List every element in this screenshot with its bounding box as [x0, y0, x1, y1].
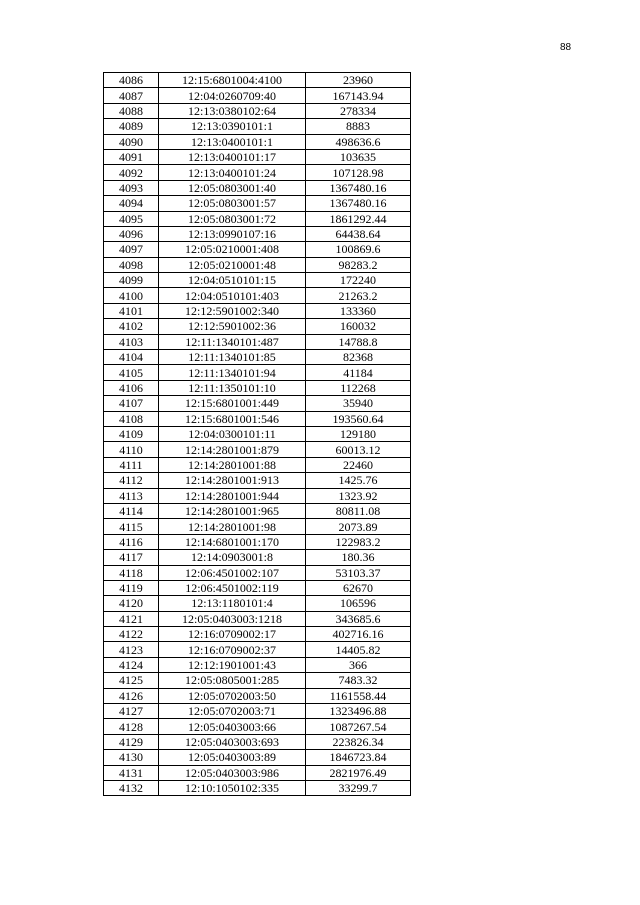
- table-row: [104, 565, 411, 580]
- row-number-cell: 4109: [104, 426, 159, 441]
- row-number-cell: 4123: [104, 642, 159, 657]
- value-cell: 21263.2: [306, 288, 411, 303]
- row-number-cell: 4102: [104, 319, 159, 334]
- table-row: [104, 134, 411, 149]
- page-number: 88: [560, 42, 572, 53]
- cadastral-number-cell: 12:05:0702003:71: [159, 704, 306, 719]
- value-cell: 62670: [306, 580, 411, 595]
- table-row: [104, 519, 411, 534]
- row-number-cell: 4089: [104, 119, 159, 134]
- row-number-cell: 4121: [104, 611, 159, 626]
- cadastral-number-cell: 12:05:0803001:72: [159, 211, 306, 226]
- row-number-cell: 4094: [104, 196, 159, 211]
- table-row: [104, 503, 411, 518]
- value-cell: 1087267.54: [306, 719, 411, 734]
- table-row: [104, 165, 411, 180]
- value-cell: 160032: [306, 319, 411, 334]
- cadastral-number-cell: 12:13:0390101:1: [159, 119, 306, 134]
- value-cell: 1323496.88: [306, 704, 411, 719]
- cadastral-number-cell: 12:16:0709002:37: [159, 642, 306, 657]
- row-number-cell: 4086: [104, 73, 159, 88]
- cadastral-number-cell: 12:12:5901002:36: [159, 319, 306, 334]
- table-row: [104, 196, 411, 211]
- cadastral-number-cell: 12:12:1901001:43: [159, 657, 306, 672]
- cadastral-number-cell: 12:15:6801004:4100: [159, 73, 306, 88]
- cadastral-number-cell: 12:13:0400101:24: [159, 165, 306, 180]
- value-cell: 498636.6: [306, 134, 411, 149]
- cadastral-number-cell: 12:13:0400101:1: [159, 134, 306, 149]
- table-row: [104, 88, 411, 103]
- cadastral-number-cell: 12:06:4501002:119: [159, 580, 306, 595]
- row-number-cell: 4118: [104, 565, 159, 580]
- row-number-cell: 4127: [104, 704, 159, 719]
- cadastral-number-cell: 12:04:0510101:403: [159, 288, 306, 303]
- value-cell: 366: [306, 657, 411, 672]
- value-cell: 122983.2: [306, 534, 411, 549]
- cadastral-number-cell: 12:05:0702003:50: [159, 688, 306, 703]
- row-number-cell: 4116: [104, 534, 159, 549]
- row-number-cell: 4099: [104, 273, 159, 288]
- table-body: [104, 73, 411, 796]
- cadastral-number-cell: 12:04:0260709:40: [159, 88, 306, 103]
- row-number-cell: 4131: [104, 765, 159, 780]
- table-row: [104, 780, 411, 795]
- table-row: [104, 688, 411, 703]
- row-number-cell: 4103: [104, 334, 159, 349]
- value-cell: 193560.64: [306, 411, 411, 426]
- table-row: [104, 119, 411, 134]
- row-number-cell: 4098: [104, 257, 159, 272]
- value-cell: 1367480.16: [306, 180, 411, 195]
- value-cell: 98283.2: [306, 257, 411, 272]
- row-number-cell: 4111: [104, 457, 159, 472]
- row-number-cell: 4110: [104, 442, 159, 457]
- cadastral-number-cell: 12:14:2801001:98: [159, 519, 306, 534]
- data-table: [103, 72, 411, 796]
- table-row: [104, 719, 411, 734]
- row-number-cell: 4100: [104, 288, 159, 303]
- value-cell: 172240: [306, 273, 411, 288]
- cadastral-number-cell: 12:13:0400101:17: [159, 149, 306, 164]
- cadastral-number-cell: 12:05:0803001:57: [159, 196, 306, 211]
- value-cell: 402716.16: [306, 627, 411, 642]
- table-row: [104, 580, 411, 595]
- value-cell: 35940: [306, 396, 411, 411]
- table-row: [104, 319, 411, 334]
- value-cell: 103635: [306, 149, 411, 164]
- value-cell: 53103.37: [306, 565, 411, 580]
- row-number-cell: 4097: [104, 242, 159, 257]
- row-number-cell: 4132: [104, 780, 159, 795]
- row-number-cell: 4129: [104, 734, 159, 749]
- cadastral-number-cell: 12:04:0300101:11: [159, 426, 306, 441]
- value-cell: 167143.94: [306, 88, 411, 103]
- table-row: [104, 534, 411, 549]
- cadastral-number-cell: 12:14:2801001:944: [159, 488, 306, 503]
- cadastral-number-cell: 12:04:0510101:15: [159, 273, 306, 288]
- cadastral-number-cell: 12:06:4501002:107: [159, 565, 306, 580]
- cadastral-number-cell: 12:13:0990107:16: [159, 226, 306, 241]
- row-number-cell: 4095: [104, 211, 159, 226]
- table-row: [104, 734, 411, 749]
- cadastral-number-cell: 12:05:0403003:986: [159, 765, 306, 780]
- table-row: [104, 380, 411, 395]
- cadastral-number-cell: 12:05:0803001:40: [159, 180, 306, 195]
- row-number-cell: 4088: [104, 103, 159, 118]
- value-cell: 33299.7: [306, 780, 411, 795]
- value-cell: 22460: [306, 457, 411, 472]
- cadastral-number-cell: 12:05:0403003:693: [159, 734, 306, 749]
- value-cell: 14788.8: [306, 334, 411, 349]
- cadastral-number-cell: 12:11:1340101:487: [159, 334, 306, 349]
- value-cell: 80811.08: [306, 503, 411, 518]
- cadastral-number-cell: 12:05:0805001:285: [159, 673, 306, 688]
- cadastral-number-cell: 12:14:2801001:88: [159, 457, 306, 472]
- cadastral-number-cell: 12:12:5901002:340: [159, 303, 306, 318]
- row-number-cell: 4096: [104, 226, 159, 241]
- value-cell: 8883: [306, 119, 411, 134]
- table-row: [104, 180, 411, 195]
- value-cell: 64438.64: [306, 226, 411, 241]
- value-cell: 1323.92: [306, 488, 411, 503]
- row-number-cell: 4125: [104, 673, 159, 688]
- value-cell: 1861292.44: [306, 211, 411, 226]
- table-row: [104, 411, 411, 426]
- value-cell: 1425.76: [306, 473, 411, 488]
- value-cell: 60013.12: [306, 442, 411, 457]
- cadastral-number-cell: 12:16:0709002:17: [159, 627, 306, 642]
- value-cell: 133360: [306, 303, 411, 318]
- table-row: [104, 273, 411, 288]
- table-row: [104, 288, 411, 303]
- cadastral-number-cell: 12:13:0380102:64: [159, 103, 306, 118]
- row-number-cell: 4119: [104, 580, 159, 595]
- table-row: [104, 303, 411, 318]
- row-number-cell: 4113: [104, 488, 159, 503]
- value-cell: 2073.89: [306, 519, 411, 534]
- row-number-cell: 4107: [104, 396, 159, 411]
- table-row: [104, 226, 411, 241]
- value-cell: 1846723.84: [306, 750, 411, 765]
- row-number-cell: 4114: [104, 503, 159, 518]
- table-row: [104, 103, 411, 118]
- row-number-cell: 4092: [104, 165, 159, 180]
- row-number-cell: 4087: [104, 88, 159, 103]
- row-number-cell: 4130: [104, 750, 159, 765]
- value-cell: 23960: [306, 73, 411, 88]
- cadastral-number-cell: 12:11:1350101:10: [159, 380, 306, 395]
- table-row: [104, 550, 411, 565]
- cadastral-number-cell: 12:14:0903001:8: [159, 550, 306, 565]
- table-row: [104, 257, 411, 272]
- value-cell: 82368: [306, 350, 411, 365]
- row-number-cell: 4091: [104, 149, 159, 164]
- cadastral-number-cell: 12:05:0210001:48: [159, 257, 306, 272]
- table-row: [104, 457, 411, 472]
- table-row: [104, 765, 411, 780]
- value-cell: 129180: [306, 426, 411, 441]
- row-number-cell: 4105: [104, 365, 159, 380]
- row-number-cell: 4115: [104, 519, 159, 534]
- table-row: [104, 596, 411, 611]
- table-row: [104, 657, 411, 672]
- value-cell: 223826.34: [306, 734, 411, 749]
- table-row: [104, 673, 411, 688]
- table-row: [104, 365, 411, 380]
- row-number-cell: 4101: [104, 303, 159, 318]
- cadastral-number-cell: 12:05:0210001:408: [159, 242, 306, 257]
- cadastral-number-cell: 12:14:2801001:913: [159, 473, 306, 488]
- value-cell: 106596: [306, 596, 411, 611]
- cadastral-number-cell: 12:14:6801001:170: [159, 534, 306, 549]
- table-row: [104, 488, 411, 503]
- table-row: [104, 350, 411, 365]
- value-cell: 343685.6: [306, 611, 411, 626]
- cadastral-number-cell: 12:05:0403003:89: [159, 750, 306, 765]
- table-row: [104, 242, 411, 257]
- row-number-cell: 4106: [104, 380, 159, 395]
- value-cell: 1161558.44: [306, 688, 411, 703]
- row-number-cell: 4126: [104, 688, 159, 703]
- value-cell: 100869.6: [306, 242, 411, 257]
- table-row: [104, 750, 411, 765]
- row-number-cell: 4117: [104, 550, 159, 565]
- table-row: [104, 704, 411, 719]
- row-number-cell: 4112: [104, 473, 159, 488]
- table-row: [104, 473, 411, 488]
- value-cell: 278334: [306, 103, 411, 118]
- table-row: [104, 426, 411, 441]
- table-row: [104, 73, 411, 88]
- row-number-cell: 4122: [104, 627, 159, 642]
- value-cell: 41184: [306, 365, 411, 380]
- row-number-cell: 4090: [104, 134, 159, 149]
- table-row: [104, 627, 411, 642]
- table-row: [104, 334, 411, 349]
- cadastral-number-cell: 12:14:2801001:879: [159, 442, 306, 457]
- value-cell: 1367480.16: [306, 196, 411, 211]
- row-number-cell: 4124: [104, 657, 159, 672]
- row-number-cell: 4120: [104, 596, 159, 611]
- value-cell: 112268: [306, 380, 411, 395]
- cadastral-number-cell: 12:14:2801001:965: [159, 503, 306, 518]
- row-number-cell: 4104: [104, 350, 159, 365]
- cadastral-number-cell: 12:15:6801001:546: [159, 411, 306, 426]
- table-row: [104, 149, 411, 164]
- row-number-cell: 4093: [104, 180, 159, 195]
- value-cell: 14405.82: [306, 642, 411, 657]
- cadastral-number-cell: 12:11:1340101:94: [159, 365, 306, 380]
- cadastral-number-cell: 12:05:0403003:1218: [159, 611, 306, 626]
- cadastral-number-cell: 12:15:6801001:449: [159, 396, 306, 411]
- table-row: [104, 642, 411, 657]
- table-row: [104, 442, 411, 457]
- cadastral-number-cell: 12:13:1180101:4: [159, 596, 306, 611]
- table-row: [104, 211, 411, 226]
- table-row: [104, 396, 411, 411]
- value-cell: 7483.32: [306, 673, 411, 688]
- cadastral-number-cell: 12:11:1340101:85: [159, 350, 306, 365]
- row-number-cell: 4108: [104, 411, 159, 426]
- cadastral-number-cell: 12:10:1050102:335: [159, 780, 306, 795]
- cadastral-number-cell: 12:05:0403003:66: [159, 719, 306, 734]
- value-cell: 107128.98: [306, 165, 411, 180]
- value-cell: 180.36: [306, 550, 411, 565]
- table-row: [104, 611, 411, 626]
- row-number-cell: 4128: [104, 719, 159, 734]
- value-cell: 2821976.49: [306, 765, 411, 780]
